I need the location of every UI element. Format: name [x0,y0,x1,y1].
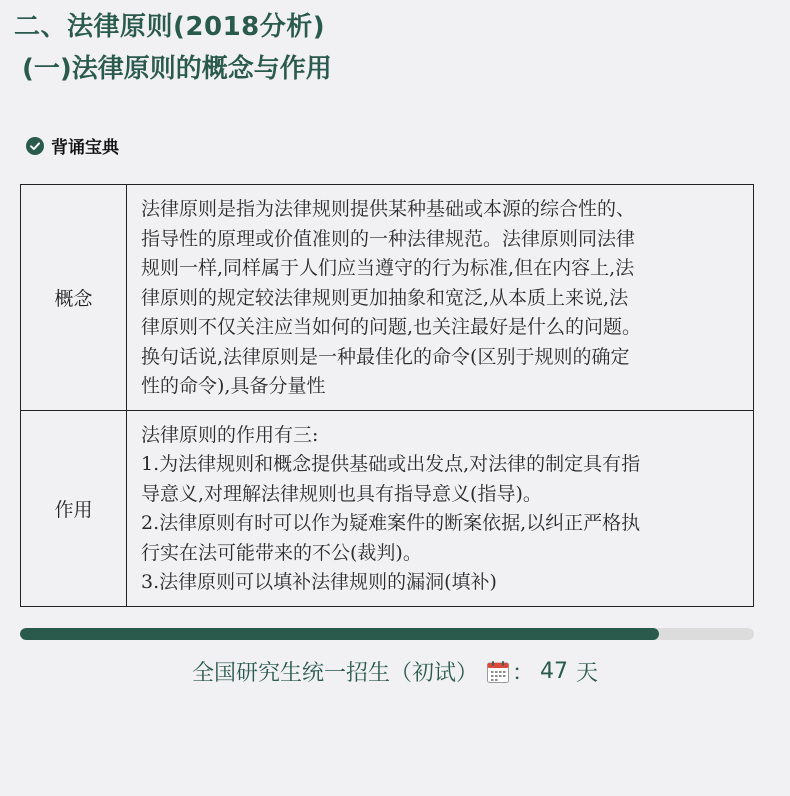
text-line: 规则一样,同样属于人们应当遵守的行为标准,但在内容上,法 [141,257,635,279]
recite-badge [26,133,119,158]
subsection-title: (一)法律原则的概念与作用 [22,54,332,84]
countdown-separator: ： [511,661,534,686]
concept-table [20,184,754,607]
text-line: 指导性的原理或价值准则的一种法律规范。法律原则同法律 [141,227,636,250]
text-line: 法律原则的作用有三: [141,423,319,446]
text-line: 律原则的规定较法律规则更加抽象和宽泛,从本质上来说,法 [141,286,629,309]
countdown-unit: 天 [576,661,599,686]
row-content [127,185,754,411]
text-line: 2.法律原则有时可以作为疑难案件的断案依据,以纠正严格执 [141,512,641,534]
text-line: 1.为法律规则和概念提供基础或出发点,对法律的制定具有指 [141,453,641,475]
reading-progress-bar [20,628,754,640]
table-row-function [21,410,754,606]
row-label: 概念 [21,185,127,411]
text-line: 性的命令),具备分量性 [141,375,326,397]
text-line: 律原则不仅关注应当如何的问题,也关注最好是什么的问题。 [141,316,642,338]
table-row-concept [21,185,754,411]
countdown-days: 47 [540,659,568,684]
row-label: 作用 [21,410,127,606]
text-line: 3.法律原则可以填补法律规则的漏洞(填补) [141,571,497,593]
exam-countdown [0,656,790,687]
progress-fill [20,628,659,640]
text-line: 导意义,对理解法律规则也具有指导意义(指导)。 [141,482,542,505]
row-content [127,410,754,606]
text-line: 换句话说,法律原则是一种最佳化的命令(区别于规则的确定 [141,345,630,368]
section-title: 二、法律原则(2018分析) [14,12,326,42]
text-line: 法律原则是指为法律规则提供某种基础或本源的综合性的、 [141,198,636,220]
check-circle-icon [26,137,44,155]
text-line: 行实在法可能带来的不公(裁判)。 [141,541,422,564]
badge-label: 背诵宝典 [51,138,119,158]
countdown-label: 全国研究生统一招生（初试） [191,661,478,686]
calendar-icon [486,660,510,684]
